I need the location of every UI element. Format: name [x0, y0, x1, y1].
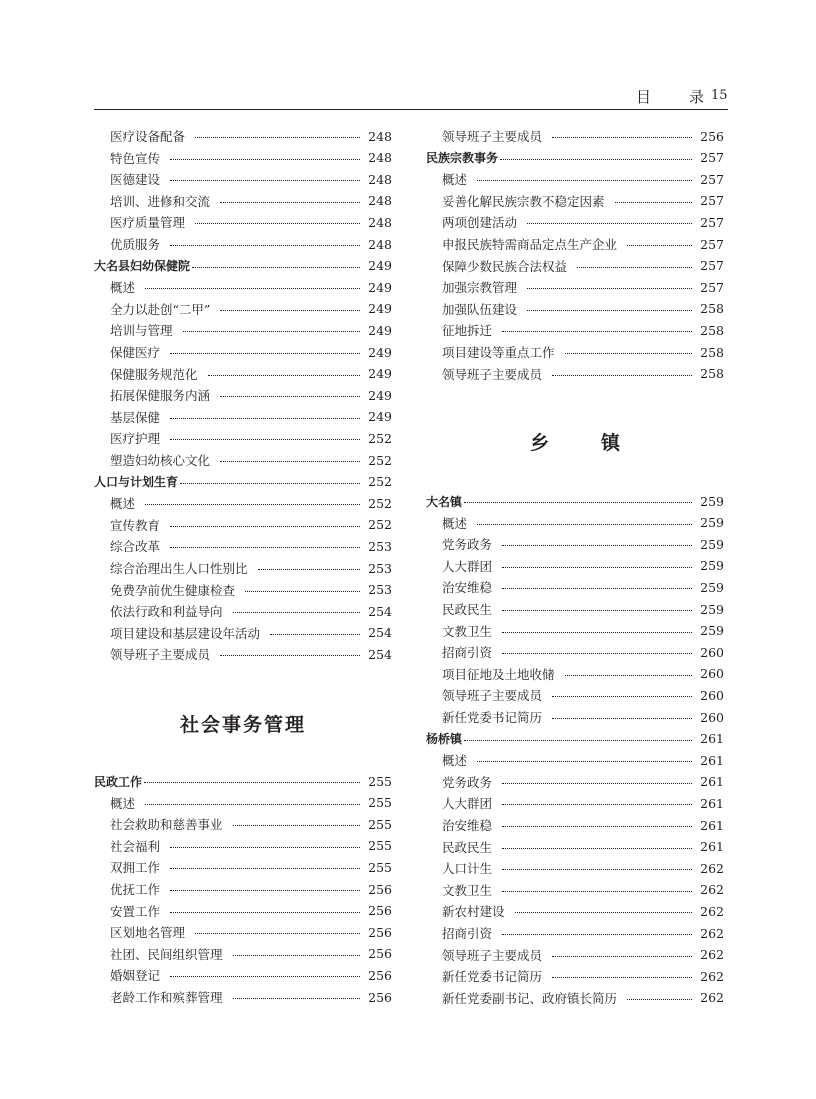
toc-entry-title: 文教卫生	[442, 882, 493, 898]
toc-entry-title: 老龄工作和殡葬管理	[110, 990, 223, 1005]
toc-entry-title: 综合改革	[110, 539, 161, 555]
toc-entry	[426, 600, 724, 618]
dot-leader	[270, 633, 360, 635]
toc-entry-page: 261	[700, 731, 724, 747]
dot-leader	[627, 244, 692, 246]
toc-entry	[426, 989, 724, 1007]
toc-entry	[426, 343, 724, 361]
toc-entry-page: 252	[368, 452, 392, 468]
dot-leader	[552, 136, 692, 138]
toc-entry-title: 概述	[442, 753, 468, 769]
toc-entry	[426, 686, 724, 704]
toc-entry-title: 保健服务规范化	[110, 366, 198, 382]
toc-entry-page: 257	[700, 258, 724, 274]
toc-entry	[94, 213, 392, 231]
toc-entry-page: 254	[368, 603, 392, 619]
toc-entry	[426, 946, 724, 964]
dot-leader	[502, 933, 692, 935]
toc-entry	[94, 645, 392, 663]
toc-entry-title: 领导班子主要成员	[442, 688, 543, 704]
toc-entry-page: 259	[700, 515, 724, 531]
toc-entry-title: 概述	[110, 496, 136, 512]
toc-entry-title: 治安维稳	[442, 580, 493, 596]
toc-entry-title: 征地拆迁	[442, 323, 493, 339]
dot-leader	[195, 932, 360, 934]
toc-entry	[94, 537, 392, 555]
toc-entry	[94, 624, 392, 642]
toc-entry-page: 249	[368, 258, 392, 274]
toc-entry-title: 医疗设备配备	[110, 129, 186, 144]
toc-entry-page: 260	[700, 666, 724, 682]
toc-entry-page: 259	[700, 493, 724, 509]
toc-entry-title: 社会福利	[110, 838, 161, 854]
toc-entry	[426, 213, 724, 231]
toc-entry-page: 256	[368, 946, 392, 962]
toc-entry-title: 项目建设等重点工作	[442, 345, 555, 360]
dot-leader	[183, 330, 360, 332]
dot-leader	[502, 803, 692, 805]
toc-entry-title: 依法行政和利益导向	[110, 604, 223, 620]
header-rule	[94, 109, 728, 110]
dot-leader	[615, 201, 692, 203]
toc-entry-page: 249	[368, 409, 392, 425]
toc-entry-page: 249	[368, 387, 392, 403]
toc-entry-page: 262	[700, 968, 724, 984]
dot-leader	[464, 501, 692, 503]
toc-entry-page: 248	[368, 171, 392, 187]
toc-entry	[426, 816, 724, 834]
dot-leader	[170, 244, 360, 246]
toc-entry-page: 252	[368, 517, 392, 533]
toc-entry-page: 252	[368, 474, 392, 490]
dot-leader	[170, 417, 360, 419]
toc-entry-page: 257	[700, 193, 724, 209]
toc-entry	[94, 192, 392, 210]
dot-leader	[170, 352, 360, 354]
dot-leader	[502, 825, 692, 827]
toc-entry-title: 基层保健	[110, 409, 161, 425]
dot-leader	[577, 266, 692, 268]
toc-entry-page: 249	[368, 344, 392, 360]
dot-leader	[195, 136, 360, 138]
toc-entry-page: 260	[700, 709, 724, 725]
toc-entry	[94, 127, 392, 145]
toc-entry-title: 人大群团	[442, 558, 493, 574]
toc-entry-title: 妥善化解民族宗教不稳定因素	[442, 193, 605, 209]
toc-entry-page: 248	[368, 214, 392, 230]
toc-entry	[426, 300, 724, 318]
toc-entry-title: 项目征地及土地收储	[442, 666, 555, 682]
dot-leader	[170, 846, 360, 848]
toc-entry	[94, 235, 392, 253]
toc-entry	[94, 880, 392, 898]
toc-entry-page: 256	[700, 128, 724, 144]
dot-leader	[208, 374, 360, 376]
toc-entry-page: 253	[368, 582, 392, 598]
section-heading-social-affairs: 社会事务管理	[180, 714, 307, 736]
toc-entry-page: 257	[700, 214, 724, 230]
toc-entry-title: 培训、进修和交流	[110, 193, 211, 209]
dot-leader	[170, 911, 360, 913]
toc-entry	[94, 429, 392, 447]
toc-entry-title: 招商引资	[442, 926, 493, 941]
toc-entry-page: 261	[700, 839, 724, 855]
toc-entry-title: 杨桥镇	[426, 732, 463, 747]
toc-entry-page: 262	[700, 903, 724, 919]
toc-entry-title: 社团、民间组织管理	[110, 946, 223, 962]
toc-entry-page: 249	[368, 322, 392, 338]
toc-entry-title: 人大群团	[442, 796, 493, 812]
toc-entry-title: 综合治理出生人口性别比	[110, 561, 248, 576]
toc-entry	[94, 300, 392, 318]
toc-entry-page: 256	[368, 881, 392, 897]
toc-entry-page: 261	[700, 795, 724, 811]
dot-leader	[627, 998, 692, 1000]
toc-entry	[426, 365, 724, 383]
toc-entry	[426, 557, 724, 575]
dot-leader	[233, 997, 360, 999]
toc-entry-title: 民政工作	[94, 774, 143, 789]
toc-entry-title: 保健医疗	[110, 345, 161, 360]
toc-entry-page: 252	[368, 430, 392, 446]
toc-entry-title: 领导班子主要成员	[442, 366, 543, 382]
toc-entry-page: 256	[368, 903, 392, 919]
toc-entry-title: 医疗护理	[110, 431, 161, 447]
toc-entry-page: 256	[368, 924, 392, 940]
toc-entry	[426, 514, 724, 532]
toc-entry-title: 优抚工作	[110, 882, 161, 897]
toc-entry	[426, 535, 724, 553]
dot-leader	[220, 395, 360, 397]
toc-entry-page: 262	[700, 925, 724, 941]
dot-leader	[233, 824, 360, 826]
dot-leader	[145, 803, 360, 805]
dot-leader	[144, 781, 360, 783]
toc-entry-title: 新任党委书记简历	[442, 969, 543, 985]
toc-entry-page: 259	[700, 623, 724, 639]
toc-entry-page: 256	[368, 967, 392, 983]
toc-entry-page: 262	[700, 860, 724, 876]
dot-leader	[220, 309, 360, 311]
toc-entry-title: 治安维稳	[442, 818, 493, 833]
toc-section-entry	[94, 473, 392, 491]
toc-entry-page: 257	[700, 279, 724, 295]
toc-entry-page: 249	[368, 279, 392, 295]
toc-entry-title: 医疗质量管理	[110, 215, 186, 231]
toc-entry-page: 253	[368, 538, 392, 554]
toc-entry-title: 人口计生	[442, 861, 493, 877]
dot-leader	[552, 976, 692, 978]
dot-leader	[170, 867, 360, 869]
toc-section-entry	[426, 492, 724, 510]
dot-leader	[170, 889, 360, 891]
toc-entry	[426, 192, 724, 210]
toc-entry	[94, 343, 392, 361]
toc-entry-title: 民政民生	[442, 839, 493, 855]
toc-entry	[94, 408, 392, 426]
toc-entry	[426, 751, 724, 769]
dot-leader	[195, 222, 360, 224]
toc-entry	[94, 794, 392, 812]
toc-entry-page: 253	[368, 560, 392, 576]
toc-entry-page: 258	[700, 322, 724, 338]
toc-entry	[94, 988, 392, 1006]
toc-entry-title: 全力以赴创“二甲”	[110, 301, 211, 317]
toc-entry-page: 261	[700, 817, 724, 833]
dot-leader	[502, 609, 692, 611]
dot-leader	[233, 611, 360, 613]
dot-leader	[502, 587, 692, 589]
toc-entry-page: 258	[700, 301, 724, 317]
dot-leader	[170, 525, 360, 527]
toc-entry	[426, 321, 724, 339]
toc-entry-page: 254	[368, 646, 392, 662]
section-heading-town-char-2: 镇	[600, 432, 622, 454]
toc-entry-page: 248	[368, 150, 392, 166]
toc-entry-title: 领导班子主要成员	[442, 947, 543, 963]
toc-entry-title: 医德建设	[110, 172, 161, 188]
toc-entry-title: 概述	[110, 795, 136, 811]
dot-leader	[502, 566, 692, 568]
toc-entry-title: 大名镇	[426, 494, 463, 509]
dot-leader	[502, 330, 692, 332]
dot-leader	[552, 695, 692, 697]
toc-entry-title: 项目建设和基层建设年活动	[110, 625, 261, 641]
toc-entry-title: 优质服务	[110, 237, 161, 252]
toc-entry-page: 259	[700, 601, 724, 617]
toc-entry	[426, 967, 724, 985]
dot-leader	[502, 868, 692, 870]
toc-entry-title: 党务政务	[442, 537, 493, 553]
toc-entry-title: 文教卫生	[442, 623, 493, 639]
toc-entry-page: 255	[368, 795, 392, 811]
dot-leader	[527, 287, 692, 289]
toc-entry-title: 大名县妇幼保健院	[94, 259, 191, 274]
dot-leader	[527, 309, 692, 311]
toc-entry-page: 257	[700, 150, 724, 166]
toc-entry-page: 262	[700, 882, 724, 898]
toc-section-entry	[94, 772, 392, 790]
dot-leader	[565, 352, 692, 354]
toc-entry-title: 招商引资	[442, 645, 493, 661]
dot-leader	[233, 954, 360, 956]
toc-entry-title: 加强宗教管理	[442, 280, 518, 296]
toc-entry-title: 保障少数民族合法权益	[442, 258, 568, 274]
toc-entry	[426, 235, 724, 253]
dot-leader	[477, 523, 692, 525]
toc-entry-page: 257	[700, 171, 724, 187]
toc-entry-title: 区划地名管理	[110, 925, 186, 941]
toc-entry-title: 概述	[442, 515, 468, 531]
toc-entry	[94, 516, 392, 534]
toc-entry	[94, 923, 392, 941]
toc-entry-page: 258	[700, 366, 724, 382]
toc-entry	[94, 602, 392, 620]
toc-entry-page: 261	[700, 774, 724, 790]
toc-entry-title: 双拥工作	[110, 860, 161, 876]
toc-entry	[426, 278, 724, 296]
toc-entry-page: 262	[700, 990, 724, 1006]
toc-entry	[426, 708, 724, 726]
dot-leader	[565, 674, 692, 676]
toc-entry	[94, 966, 392, 984]
toc-entry-title: 概述	[110, 280, 136, 296]
toc-entry	[94, 858, 392, 876]
toc-entry-title: 宣传教育	[110, 517, 161, 533]
toc-entry	[94, 451, 392, 469]
toc-entry-page: 259	[700, 558, 724, 574]
toc-entry	[94, 278, 392, 296]
toc-entry	[94, 837, 392, 855]
dot-leader	[170, 179, 360, 181]
toc-entry	[94, 902, 392, 920]
toc-entry	[426, 622, 724, 640]
toc-entry	[94, 149, 392, 167]
dot-leader	[552, 955, 692, 957]
dot-leader	[515, 911, 692, 913]
toc-entry-title: 新农村建设	[442, 904, 505, 920]
dot-leader	[502, 631, 692, 633]
page-header-title	[636, 86, 704, 107]
toc-entry-page: 262	[700, 947, 724, 963]
section-heading-towns	[530, 428, 622, 455]
toc-entry-page: 260	[700, 644, 724, 660]
toc-entry-page: 259	[700, 579, 724, 595]
toc-entry	[426, 924, 724, 942]
toc-entry-title: 塑造妇幼核心文化	[110, 453, 211, 468]
toc-entry	[94, 494, 392, 512]
dot-leader	[145, 503, 360, 505]
toc-entry-title: 概述	[442, 172, 468, 188]
toc-entry	[426, 838, 724, 856]
toc-entry-page: 260	[700, 687, 724, 703]
dot-leader	[192, 266, 360, 268]
toc-entry-title: 免费孕前优生健康检查	[110, 582, 236, 598]
toc-entry	[426, 127, 724, 145]
toc-entry-title: 民政民生	[442, 602, 493, 617]
toc-entry-title: 安置工作	[110, 903, 161, 919]
toc-entry-page: 256	[368, 989, 392, 1005]
toc-entry	[426, 578, 724, 596]
toc-entry	[94, 386, 392, 404]
toc-entry	[426, 257, 724, 275]
toc-entry-title: 婚姻登记	[110, 968, 161, 984]
toc-entry	[426, 643, 724, 661]
toc-section-entry	[94, 257, 392, 275]
toc-entry-page: 255	[368, 816, 392, 832]
toc-entry	[94, 170, 392, 188]
toc-entry-page: 254	[368, 625, 392, 641]
dot-leader	[500, 158, 692, 160]
dot-leader	[502, 890, 692, 892]
dot-leader	[220, 460, 360, 462]
toc-entry-title: 社会救助和慈善事业	[110, 817, 223, 833]
toc-entry-page: 248	[368, 236, 392, 252]
toc-entry	[426, 170, 724, 188]
dot-leader	[502, 544, 692, 546]
toc-entry-title: 培训与管理	[110, 323, 173, 339]
dot-leader	[180, 482, 360, 484]
toc-entry	[426, 902, 724, 920]
dot-leader	[464, 739, 692, 741]
dot-leader	[145, 287, 360, 289]
toc-entry-title: 拓展保健服务内涵	[110, 388, 211, 404]
page-number: 15	[711, 88, 728, 103]
toc-entry-page: 248	[368, 128, 392, 144]
dot-leader	[477, 179, 692, 181]
toc-entry-title: 人口与计划生育	[94, 475, 179, 490]
toc-entry-page: 257	[700, 236, 724, 252]
toc-entry-page: 258	[700, 344, 724, 360]
toc-entry-title: 申报民族特需商品定点生产企业	[442, 237, 618, 252]
toc-entry-page: 248	[368, 193, 392, 209]
dot-leader	[258, 568, 360, 570]
toc-entry	[94, 321, 392, 339]
toc-entry-page: 261	[700, 752, 724, 768]
toc-entry-page: 249	[368, 301, 392, 317]
toc-entry-title: 党务政务	[442, 774, 493, 790]
toc-entry	[94, 365, 392, 383]
toc-entry-page: 252	[368, 495, 392, 511]
dot-leader	[170, 158, 360, 160]
dot-leader	[552, 717, 692, 719]
toc-entry-title: 新任党委书记简历	[442, 710, 543, 725]
dot-leader	[170, 438, 360, 440]
dot-leader	[220, 654, 360, 656]
toc-section-entry	[426, 730, 724, 748]
toc-entry-title: 加强队伍建设	[442, 301, 518, 317]
toc-entry	[94, 815, 392, 833]
toc-entry-title: 新任党委副书记、政府镇长简历	[442, 990, 618, 1006]
toc-entry-page: 255	[368, 859, 392, 875]
dot-leader	[502, 847, 692, 849]
toc-entry	[426, 665, 724, 683]
dot-leader	[552, 374, 692, 376]
toc-entry	[94, 559, 392, 577]
dot-leader	[245, 590, 360, 592]
toc-entry-title: 特色宣传	[110, 150, 161, 166]
toc-entry	[426, 773, 724, 791]
dot-leader	[220, 201, 360, 203]
toc-section-entry	[426, 149, 724, 167]
toc-entry-title: 民族宗教事务	[426, 151, 499, 166]
toc-entry	[94, 945, 392, 963]
dot-leader	[502, 652, 692, 654]
toc-entry-page: 255	[368, 838, 392, 854]
toc-entry-page: 249	[368, 366, 392, 382]
toc-entry	[94, 581, 392, 599]
toc-entry-title: 两项创建活动	[442, 215, 518, 231]
dot-leader	[170, 975, 360, 977]
toc-entry-title: 领导班子主要成员	[442, 129, 543, 144]
section-heading-town-char-1: 乡	[530, 432, 552, 454]
toc-entry	[426, 794, 724, 812]
toc-entry	[426, 859, 724, 877]
toc-entry	[426, 881, 724, 899]
dot-leader	[502, 782, 692, 784]
toc-entry-page: 259	[700, 536, 724, 552]
dot-leader	[527, 222, 692, 224]
header-title-char-1: 目	[636, 88, 652, 106]
header-title-char-2: 录	[688, 88, 704, 106]
toc-entry-title: 领导班子主要成员	[110, 647, 211, 663]
dot-leader	[170, 546, 360, 548]
toc-entry-page: 255	[368, 773, 392, 789]
dot-leader	[477, 760, 692, 762]
